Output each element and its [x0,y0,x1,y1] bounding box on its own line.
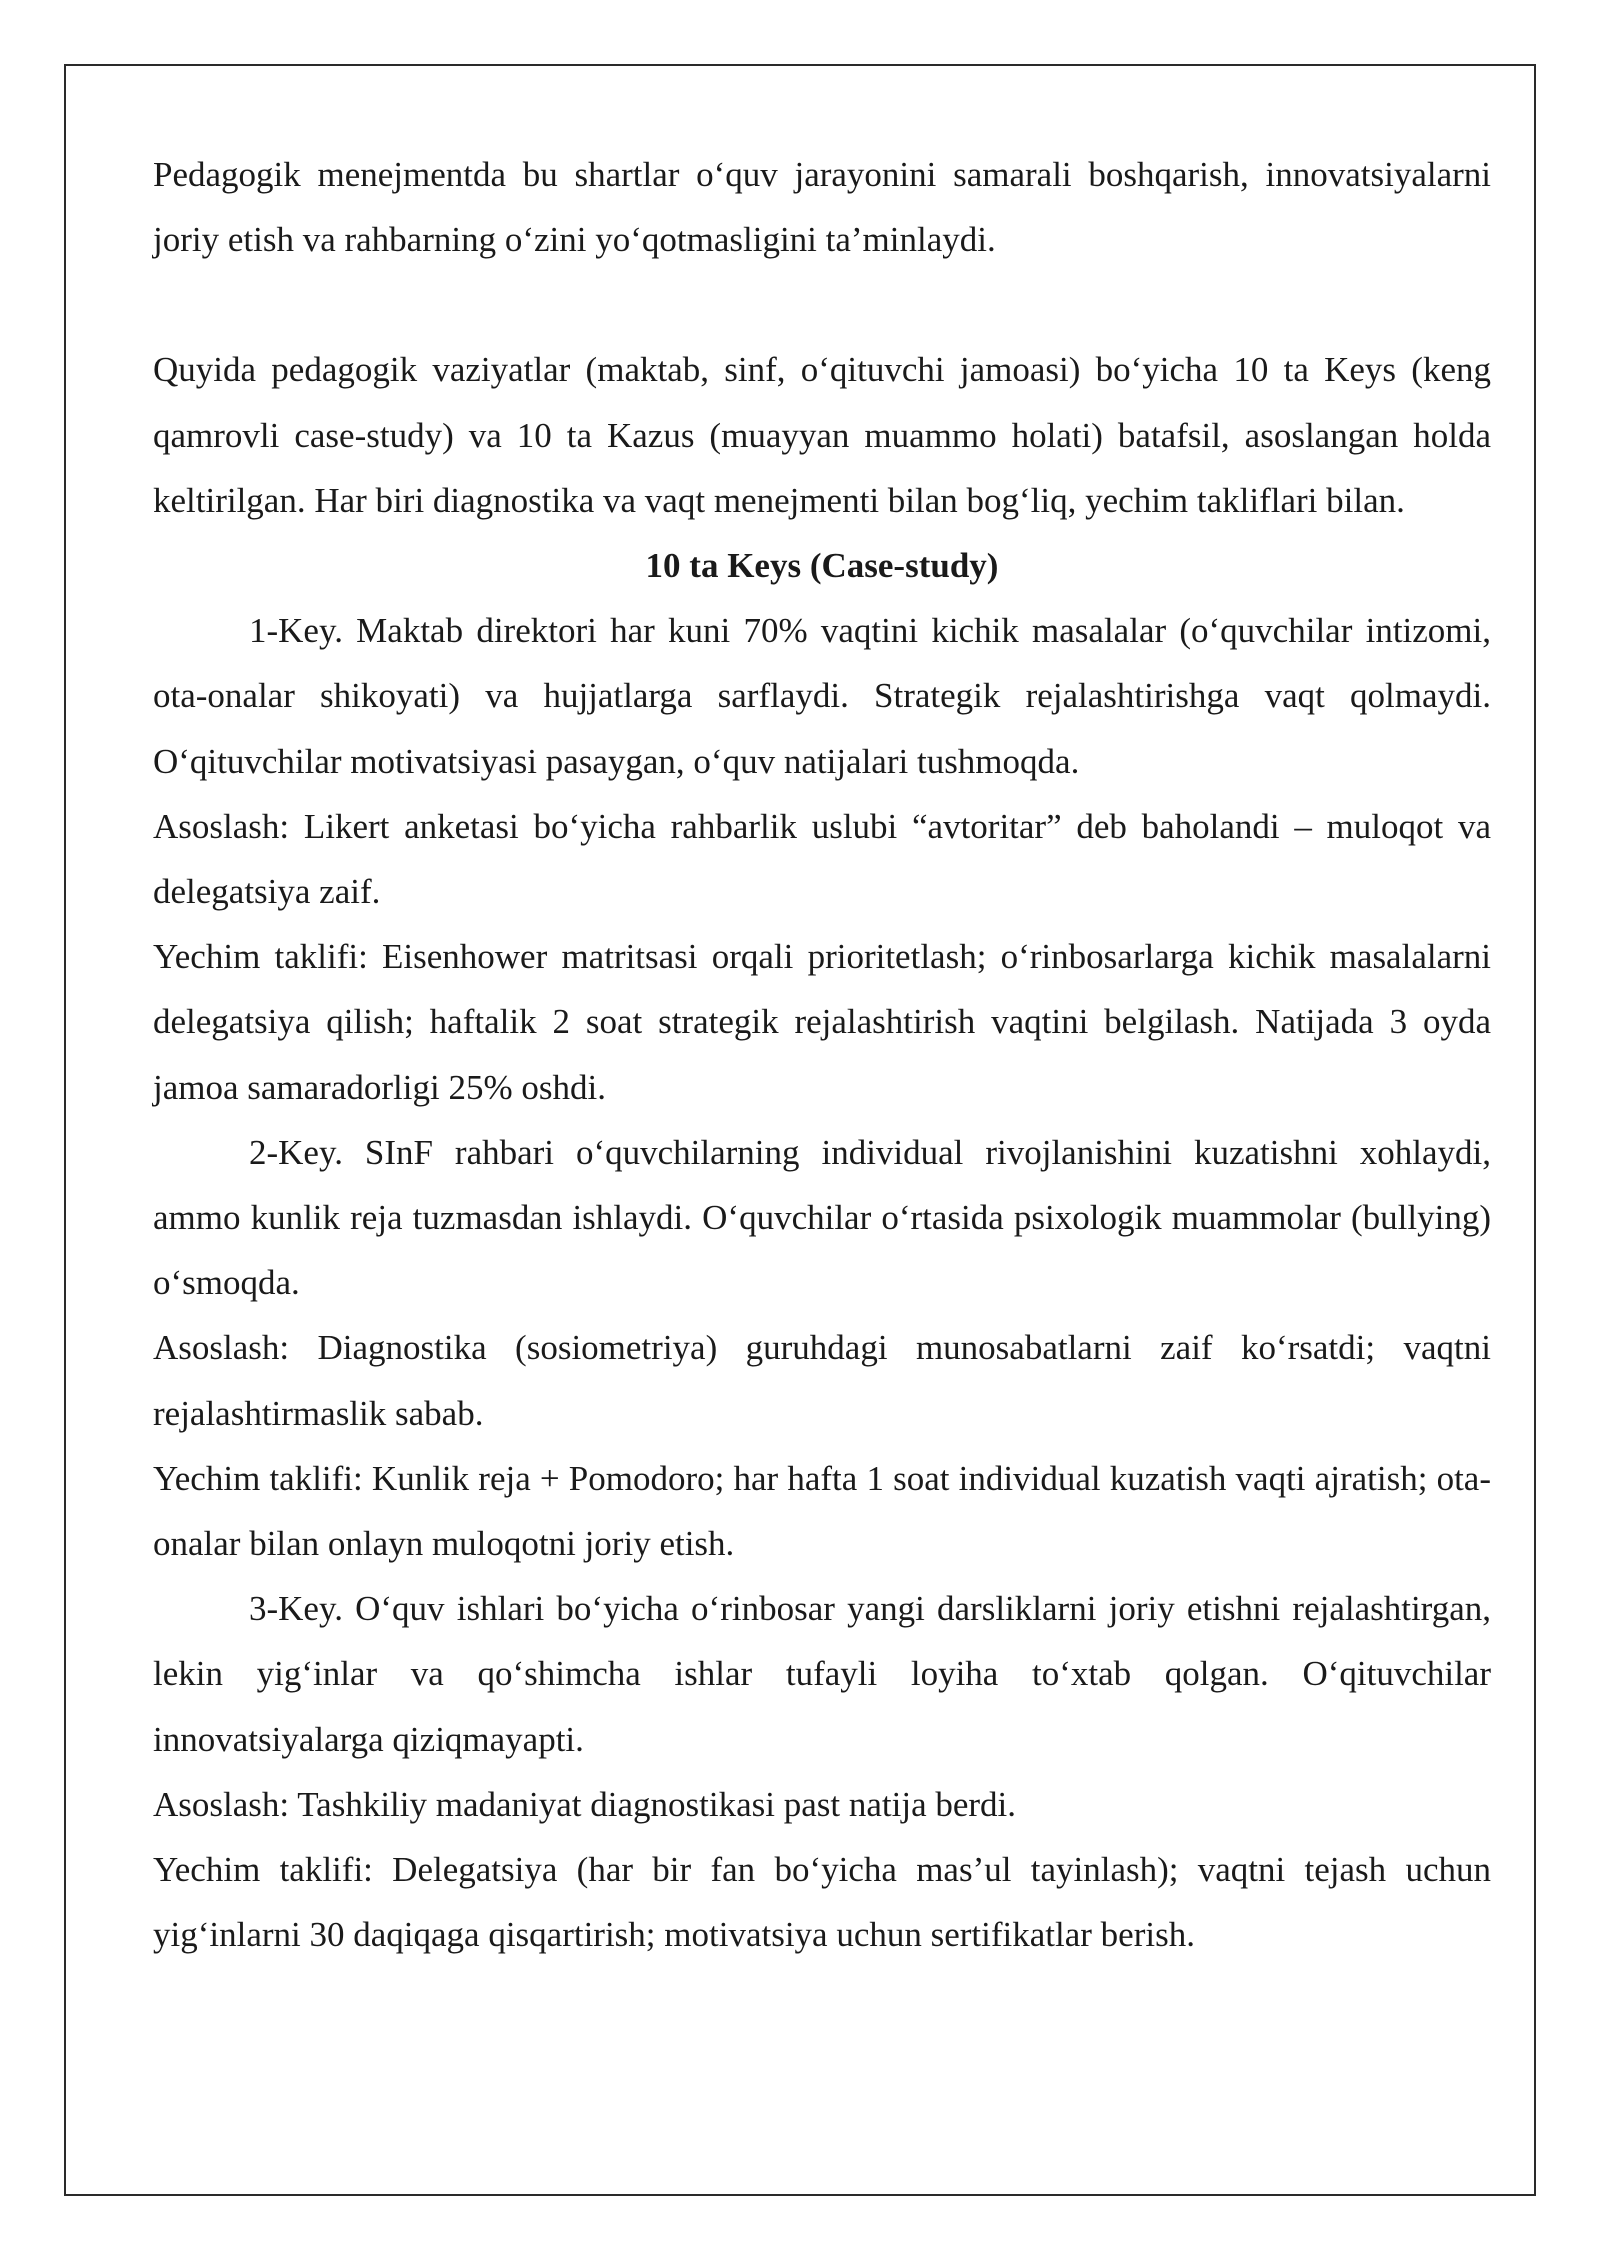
case-1-solution: Yechim taklifi: Eisenhower matritsasi orqali prioritetlash; o‘rinbosarlarga kichik masalalarni delegatsiya qilish; haftalik 2 soat strategik rejalashtirish vaqtini belgilash. Natijada 3 oyda jamoa samaradorligi 25% oshdi. [153,937,1491,1107]
case-2-description: 2-Key. SInF rahbari o‘quvchilarning individual rivojlanishini kuzatishni xohlaydi, ammo kunlik reja tuzmasdan ishlaydi. O‘quvchilar o‘rtasida psixologik muammolar (bullying) o‘smoqda. [153,1132,1491,1303]
section-heading: 10 ta Keys (Case-study) [645,546,999,586]
paragraph-spacer [153,272,1491,337]
case-2-solution: Yechim taklifi: Kunlik reja + Pomodoro; har hafta 1 soat individual kuzatish vaqti ajratish; ota-onalar bilan onlayn muloqotni joriy etish. [153,1458,1491,1564]
case-1-description: 1-Key. Maktab direktori har kuni 70% vaqtini kichik masalalar (o‘quvchilar intizomi, ota-onalar shikoyati) va hujjatlarga sarflaydi. Strategik rejalashtirishga vaqt qolmaydi. O‘qituvchilar motivatsiyasi pasaygan, o‘quv natijalari tushmoqda. [153,611,1491,781]
case-3-solution: Yechim taklifi: Delegatsiya (har bir fan bo‘yicha mas’ul tayinlash); vaqtni tejash uchun yig‘inlarni 30 daqiqaga qisqartirish; motivatsiya uchun sertifikatlar berish. [153,1850,1491,1955]
case-1-rationale: Asoslash: Likert anketasi bo‘yicha rahbarlik uslubi “avtoritar” deb baholandi – muloqot va delegatsiya zaif. [153,806,1491,912]
case-3-rationale: Asoslash: Tashkiliy madaniyat diagnostikasi past natija berdi. [153,1784,1017,1824]
case-3-description: 3-Key. O‘quv ishlari bo‘yicha o‘rinbosar yangi darsliklarni joriy etishni rejalashtirgan, lekin yig‘inlar va qo‘shimcha ishlar tufayli loyiha to‘xtab qolgan. O‘qituvchilar innovatsiyalarga qiziqmayapti. [153,1589,1491,1759]
case-2-rationale: Asoslash: Diagnostika (sosiometriya) guruhdagi munosabatlarni zaif ko‘rsatdi; vaqtni rejalashtirmaslik sabab. [153,1328,1491,1433]
intro-paragraph-2: Quyida pedagogik vaziyatlar (maktab, sinf, o‘qituvchi jamoasi) bo‘yicha 10 ta Keys (keng qamrovli case-study) va 10 ta Kazus (muayyan muammo holati) batafsil, asoslangan holda keltirilgan. Har biri diagnostika va vaqt menejmenti bilan bog‘liq, yechim takliflari bilan. [153,350,1491,520]
intro-paragraph-1: Pedagogik menejmentda bu shartlar o‘quv jarayonini samarali boshqarish, innovatsiyalarni joriy etish va rahbarning o‘zini yo‘qotmasligini ta’minlaydi. [153,155,1491,260]
document-body [153,142,1491,1967]
